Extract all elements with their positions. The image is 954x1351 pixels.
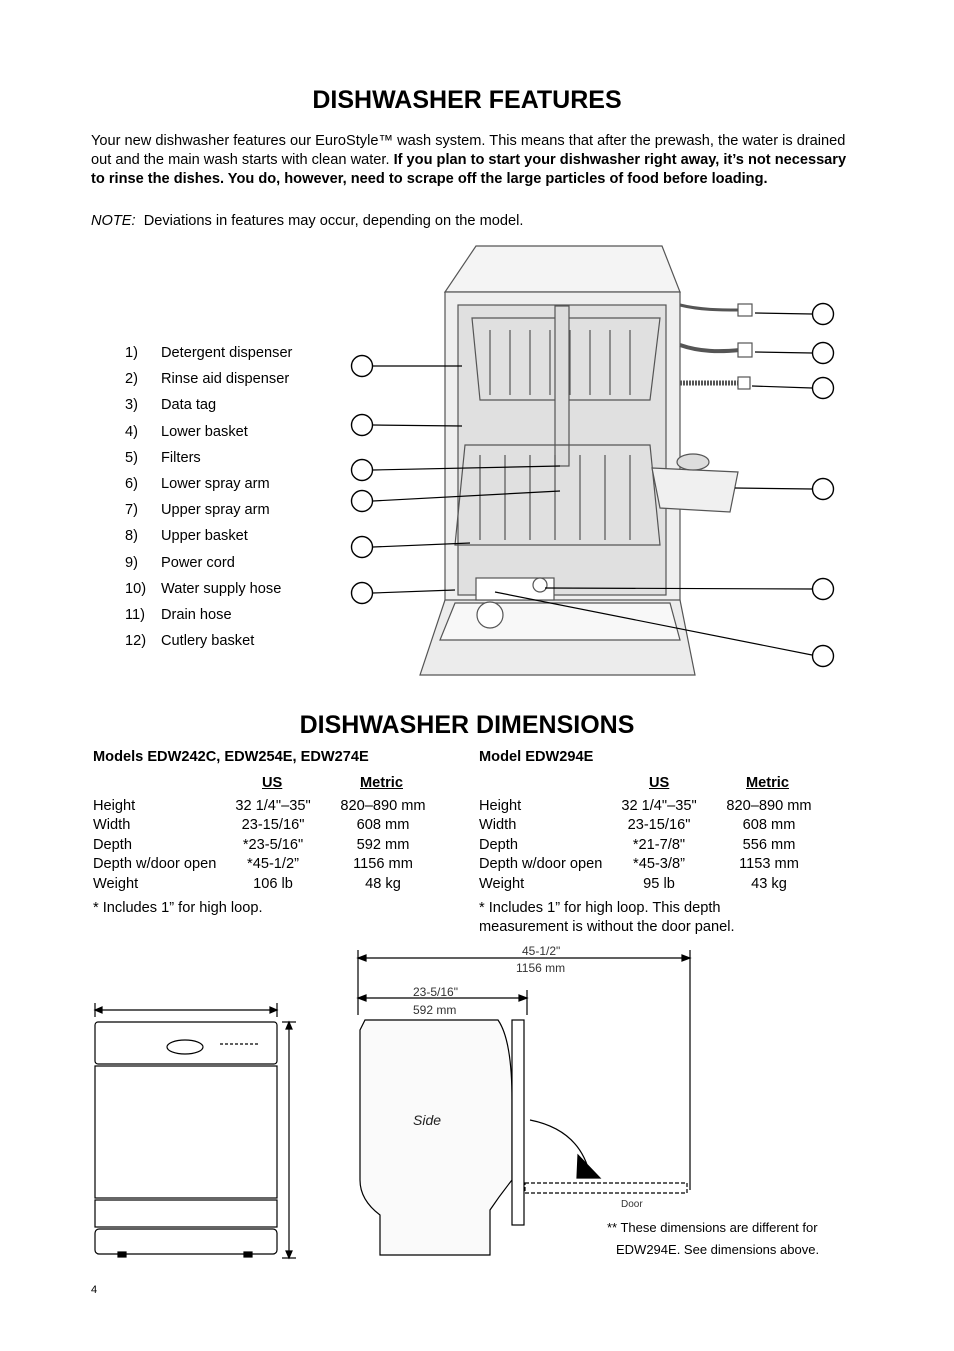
left-row-metric: 1156 mm — [353, 856, 413, 873]
left-col-metric: Metric — [360, 775, 403, 791]
legend-item-label: Cutlery basket — [161, 633, 255, 650]
left-row-label: Depth w/door open — [93, 856, 217, 873]
left-row-label: Height — [93, 798, 136, 814]
legend-item-number: 6) — [125, 475, 138, 492]
depth-in: 23-5/16" — [413, 985, 458, 999]
left-row-us: 106 lb — [253, 875, 293, 892]
legend-item-label: Lower basket — [161, 423, 248, 440]
dimension-note-2: EDW294E. See dimensions above. — [616, 1242, 820, 1257]
left-row-metric: 608 mm — [356, 817, 410, 834]
legend-item-number: 7) — [125, 502, 138, 519]
legend-item-number: 11) — [125, 606, 146, 623]
legend-item-number: 9) — [125, 554, 138, 571]
legend-item-label: Power cord — [161, 554, 235, 571]
left-col-us: US — [262, 775, 283, 791]
left-footnote: * Includes 1” for high loop. — [93, 900, 263, 916]
legend-item-label: Drain hose — [161, 606, 232, 623]
left-row-us: *45-1/2” — [247, 856, 299, 873]
right-col-metric: Metric — [746, 775, 789, 791]
legend-item-label: Filters — [161, 449, 201, 466]
note-label: NOTE: — [91, 213, 136, 229]
dimensions-title: DISHWASHER DIMENSIONS — [299, 711, 635, 739]
legend-item-label: Rinse aid dispenser — [161, 371, 290, 388]
features-title: DISHWASHER FEATURES — [312, 86, 622, 114]
intro-text: Your new dishwasher features our EuroStyle™ wash system. This means that after the prewash, the water is drained out and the main wash starts with clean water. — [91, 133, 846, 168]
legend-item-number: 8) — [125, 528, 138, 545]
left-row-label: Weight — [93, 875, 139, 892]
legend-item-label: Data tag — [161, 397, 217, 414]
right-row-us: *45-3/8” — [633, 856, 685, 873]
right-row-label: Width — [479, 817, 517, 834]
right-row-metric: 556 mm — [742, 836, 796, 853]
legend-item-label: Water supply hose — [161, 580, 282, 597]
legend-item-number: 1) — [125, 345, 138, 361]
door-label: Door — [621, 1199, 643, 1210]
open-depth-in: 45-1/2" — [522, 944, 561, 958]
depth-mm: 592 mm — [413, 1003, 457, 1017]
right-footnote-1: * Includes 1” for high loop. This depth — [479, 900, 721, 916]
note-text: Deviations in features may occur, depending on the model. — [143, 213, 524, 229]
legend-item-label: Upper basket — [161, 528, 248, 545]
legend-item-label: Lower spray arm — [161, 475, 270, 492]
right-col-us: US — [649, 775, 670, 791]
legend-item-number: 10) — [125, 580, 147, 597]
side-label: Side — [413, 1112, 442, 1128]
legend-item-number: 3) — [125, 397, 138, 414]
right-row-metric: 608 mm — [742, 817, 796, 834]
left-row-label: Depth — [93, 836, 132, 853]
left-table-heading: Models EDW242C, EDW254E, EDW274E — [93, 749, 369, 765]
right-row-metric: 43 kg — [751, 875, 787, 892]
right-row-label: Weight — [479, 875, 525, 892]
legend-item-number: 4) — [125, 423, 138, 440]
left-row-us: *23-5/16" — [242, 836, 304, 853]
left-row-metric: 48 kg — [365, 875, 401, 892]
right-footnote-2: measurement is without the door panel. — [479, 919, 735, 935]
right-row-label: Depth w/door open — [479, 856, 603, 873]
legend-item-number: 2) — [125, 371, 138, 388]
right-row-label: Height — [479, 798, 522, 814]
left-row-us: 32 1/4"–35" — [235, 798, 311, 814]
front-view-drawing — [95, 1003, 296, 1258]
left-row-label: Width — [93, 817, 131, 834]
right-row-label: Depth — [479, 836, 518, 853]
left-row-metric: 592 mm — [356, 836, 410, 853]
right-row-us: 23-15/16" — [627, 817, 691, 834]
intro-bold-text: If you plan to start your dishwasher right away, it’s not necessary to rinse the dishes. You do, however, need to scrape off the large particles of food before loading. — [91, 152, 847, 187]
page-number: 4 — [91, 1284, 98, 1296]
open-depth-mm: 1156 mm — [516, 961, 566, 975]
dimension-note-1: ** These dimensions are different for — [607, 1220, 818, 1235]
right-row-metric: 1153 mm — [739, 856, 799, 873]
left-row-us: 23-15/16" — [241, 817, 305, 834]
legend-item-number: 12) — [125, 633, 147, 650]
right-row-us: *21-7/8" — [632, 836, 686, 853]
right-row-us: 32 1/4"–35" — [621, 798, 697, 814]
right-table-heading: Model EDW294E — [479, 749, 594, 765]
legend-item-label: Detergent dispenser — [161, 345, 293, 361]
right-row-us: 95 lb — [643, 875, 675, 892]
left-row-metric: 820–890 mm — [340, 798, 426, 814]
legend-item-number: 5) — [125, 449, 138, 466]
right-row-metric: 820–890 mm — [726, 798, 812, 814]
legend-item-label: Upper spray arm — [161, 502, 270, 519]
